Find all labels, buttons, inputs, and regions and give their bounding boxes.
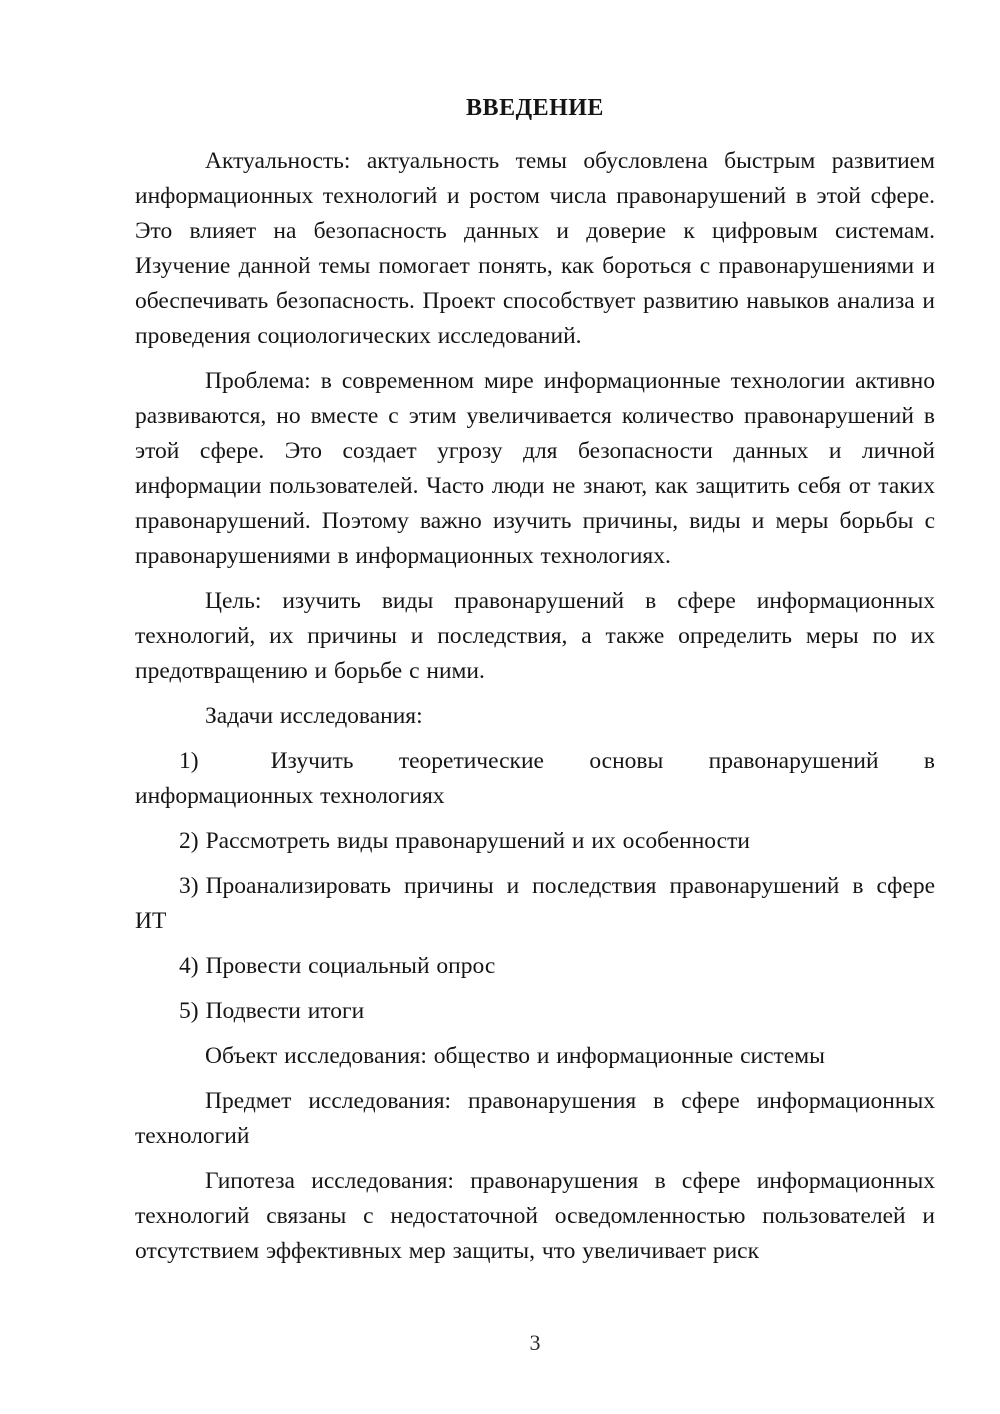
task-marker: 3) (179, 873, 199, 899)
task-item-2 (135, 824, 935, 859)
task-marker: 5) (179, 998, 199, 1024)
task-text: Рассмотреть виды правонарушений и их особенности (205, 828, 750, 854)
page-title: ВВЕДЕНИЕ (466, 95, 604, 121)
task-text: Провести социальный опрос (205, 953, 496, 979)
task-item-1 (135, 744, 935, 814)
paragraph-object: Объект исследования: общество и информационные системы (205, 1043, 825, 1069)
task-text: Подвести итоги (205, 998, 365, 1024)
task-marker: 1) (179, 748, 199, 774)
tasks-heading: Задачи исследования: (205, 703, 423, 729)
paragraph-goal: Цель: изучить виды правонарушений в сфере информационных технологий, их причины и последствия, а также определить меры по их предотвращению и борьбе с ними. (135, 588, 935, 684)
paragraph-actuality: Актуальность: актуальность темы обусловлена быстрым развитием информационных технологий и ростом числа правонарушений в этой сфере. Это влияет на безопасность данных и доверие к цифровым системам. Изучение данной темы помогает понять, как бороться с правонарушениями и обеспечивать безопасность. Проект способствует развитию навыков анализа и проведения социологических исследований. (135, 148, 935, 349)
task-marker: 2) (179, 828, 199, 854)
document-content (135, 91, 935, 1279)
task-text: Изучить теоретические основы правонарушений в информационных технологиях (135, 748, 935, 809)
task-marker: 4) (179, 953, 199, 979)
paragraph-hypothesis: Гипотеза исследования: правонарушения в сфере информационных технологий связаны с недостаточной осведомленностью пользователей и отсутствием эффективных мер защиты, что увеличивает риск (135, 1168, 935, 1264)
paragraph-subject: Предмет исследования: правонарушения в сфере информационных технологий (135, 1088, 935, 1149)
task-text: Проанализировать причины и последствия правонарушений в сфере ИТ (135, 873, 935, 934)
paragraph-problem: Проблема: в современном мире информационные технологии активно развиваются, но вместе с этим увеличивается количество правонарушений в этой сфере. Это создает угрозу для безопасности данных и личной информации пользователей. Часто люди не знают, как защитить себя от таких правонарушений. Поэтому важно изучить причины, виды и меры борьбы с правонарушениями в информационных технологиях. (135, 368, 935, 569)
task-item-5 (135, 994, 935, 1029)
task-item-3 (135, 869, 935, 939)
page-number: 3 (529, 1330, 541, 1355)
task-item-4 (135, 949, 935, 984)
